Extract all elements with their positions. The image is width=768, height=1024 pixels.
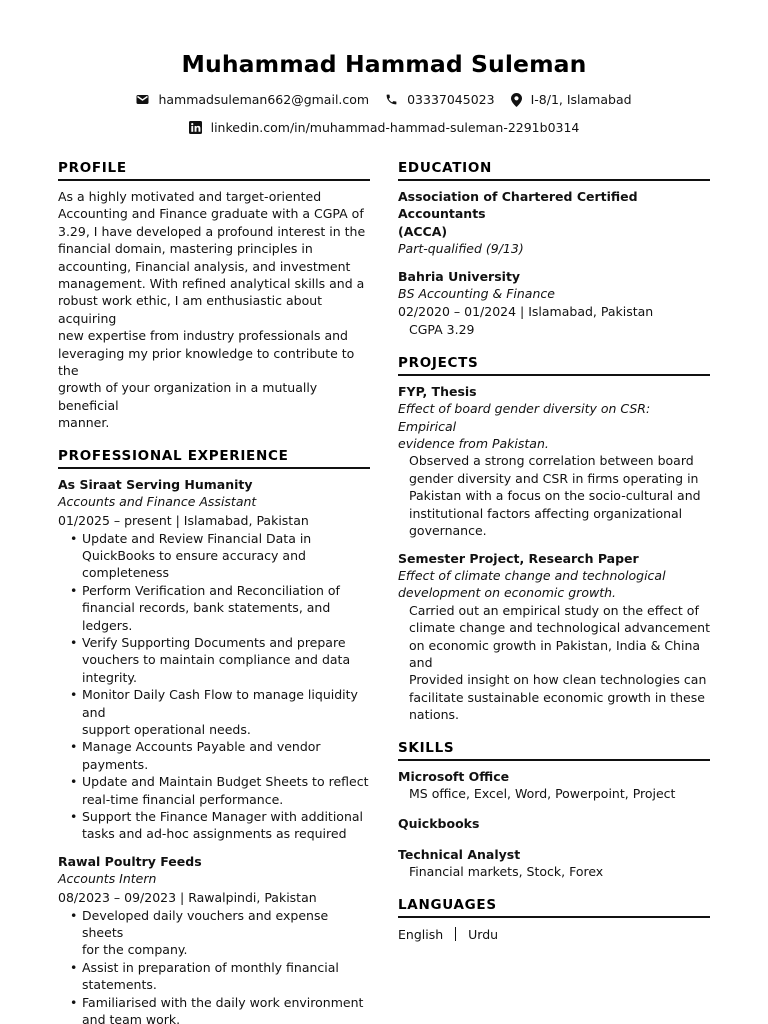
- profile-text: [58, 188, 370, 432]
- experience-heading: PROFESSIONAL EXPERIENCE: [58, 448, 370, 469]
- skills-section: [398, 740, 710, 881]
- bullet-line: financial records, bank statements, and ledgers.: [82, 600, 331, 633]
- project-name: Semester Project, Research Paper: [398, 550, 639, 566]
- language-list: [398, 925, 710, 942]
- linkedin-row: [0, 120, 768, 135]
- project-subtitle: evidence from Pakistan.: [398, 436, 549, 452]
- bullet-line: payments.: [82, 756, 149, 772]
- project-subtitle: Effect of board gender diversity on CSR: Empirical: [398, 401, 651, 434]
- experience-section: [58, 448, 370, 1024]
- phone-item[interactable]: [385, 92, 494, 107]
- skill-detail: Financial markets, Stock, Forex: [409, 864, 604, 880]
- job-entry: [58, 476, 370, 843]
- project-description: [398, 452, 710, 539]
- profile-line: management. With refined analytical skills and a: [58, 276, 365, 292]
- location-text: I-8/1, Islamabad: [530, 92, 632, 107]
- institution-name: Bahria University: [398, 268, 521, 284]
- skill-item: [398, 846, 710, 881]
- bullet-line: • Support the Finance Manager with additional: [82, 809, 364, 824]
- profile-line: 3.29, I have developed a profound interest in the: [58, 223, 366, 239]
- bullet-line: vouchers to maintain compliance and data: [82, 652, 351, 668]
- project-entry: [398, 383, 710, 540]
- desc-line: Pakistan with a focus on the socio-cultural and: [409, 488, 701, 504]
- project-name: FYP, Thesis: [398, 383, 477, 399]
- job-bullets: [58, 530, 370, 843]
- bullet-item: [58, 808, 370, 843]
- profile-line: manner.: [58, 415, 110, 431]
- education-section: [398, 160, 710, 339]
- skill-item: [398, 768, 710, 803]
- bullet-line: • Update and Maintain Budget Sheets to reflect: [82, 774, 369, 790]
- envelope-icon: [136, 94, 149, 105]
- desc-line: climate change and technological advancement: [409, 620, 710, 636]
- job-role: Accounts Intern: [58, 871, 157, 887]
- project-subtitle: Effect of climate change and technological: [398, 567, 666, 583]
- profile-section: [58, 160, 370, 432]
- linkedin-icon: [189, 121, 202, 134]
- bullet-line: • Manage Accounts Payable and vendor: [82, 739, 321, 755]
- degree: BS Accounting & Finance: [398, 286, 555, 302]
- bullet-item: [58, 773, 370, 808]
- location-pin-icon: [511, 93, 522, 107]
- cgpa: CGPA 3.29: [409, 322, 475, 338]
- bullet-line: QuickBooks to ensure accuracy and: [82, 547, 306, 563]
- bullet-line: • Developed daily vouchers and expense sheets: [82, 907, 329, 941]
- projects-heading: PROJECTS: [398, 355, 710, 376]
- project-entry: [398, 550, 710, 724]
- desc-line: gender diversity and CSR in firms operating in: [409, 470, 699, 486]
- bullet-item: [58, 530, 370, 582]
- company-name: As Siraat Serving Humanity: [58, 476, 253, 492]
- bullet-line: real-time financial performance.: [82, 791, 284, 807]
- bullet-line: support operational needs.: [82, 721, 251, 737]
- left-column: [58, 160, 370, 1024]
- desc-line: nations.: [409, 707, 460, 723]
- education-heading: EDUCATION: [398, 160, 710, 181]
- bullet-line: for the company.: [82, 942, 188, 958]
- company-name: Rawal Poultry Feeds: [58, 853, 202, 869]
- phone-text: 03337045023: [407, 92, 495, 107]
- skill-item: [398, 815, 710, 832]
- email-item[interactable]: [136, 92, 369, 107]
- bullet-line: completeness: [82, 565, 170, 581]
- bullet-line: and team work.: [82, 1012, 181, 1024]
- bullet-line: • Verify Supporting Documents and prepare: [82, 634, 346, 650]
- education-dates-location: 02/2020 – 01/2024 | Islamabad, Pakistan: [398, 304, 654, 320]
- project-subtitle: development on economic growth.: [398, 585, 616, 601]
- bullet-item: [58, 686, 370, 738]
- linkedin-text: linkedin.com/in/muhammad-hammad-suleman-2291b0314: [210, 120, 580, 135]
- profile-line: accounting, Financial analysis, and investment: [58, 258, 351, 274]
- profile-line: growth of your organization in a mutually beneficial: [58, 380, 318, 413]
- education-entry: [398, 268, 710, 339]
- bullet-line: • Assist in preparation of monthly financial: [82, 959, 339, 975]
- job-entry: [58, 853, 370, 1024]
- skill-name: Quickbooks: [398, 816, 480, 832]
- desc-line: facilitate sustainable economic growth in these: [409, 689, 705, 705]
- bullet-line: • Update and Review Financial Data in: [82, 530, 312, 546]
- skill-name: Technical Analyst: [398, 846, 521, 862]
- projects-section: [398, 355, 710, 724]
- bullet-line: integrity.: [82, 669, 138, 685]
- profile-line: leveraging my prior knowledge to contribute to the: [58, 345, 355, 379]
- desc-line: Observed a strong correlation between board: [409, 453, 694, 469]
- institution-name: Association of Chartered Certified Accountants: [398, 189, 638, 222]
- desc-line: Provided insight on how clean technologies can: [409, 672, 707, 688]
- bullet-line: • Monitor Daily Cash Flow to manage liquidity and: [82, 687, 358, 720]
- job-bullets: [58, 907, 370, 1024]
- project-description: [398, 602, 710, 724]
- bullet-line: • Familiarised with the daily work environment: [82, 994, 364, 1010]
- job-dates-location: 08/2023 – 09/2023 | Rawalpindi, Pakistan: [58, 889, 317, 905]
- bullet-item: [58, 738, 370, 773]
- right-column: [398, 160, 710, 958]
- desc-line: institutional factors affecting organizational: [409, 505, 683, 521]
- profile-line: robust work ethic, I am enthusiastic about acquiring: [58, 293, 323, 326]
- desc-line: Carried out an empirical study on the effect of: [409, 602, 699, 618]
- languages-section: [398, 897, 710, 942]
- skill-name: Microsoft Office: [398, 768, 510, 784]
- skill-detail: MS office, Excel, Word, Powerpoint, Project: [409, 785, 676, 801]
- bullet-line: • Perform Verification and Reconciliation of: [82, 582, 340, 598]
- email-text: hammadsuleman662@gmail.com: [158, 92, 370, 107]
- languages-heading: LANGUAGES: [398, 897, 710, 918]
- linkedin-item[interactable]: [189, 120, 580, 135]
- location-item: [511, 92, 632, 107]
- bullet-item: [58, 907, 370, 959]
- phone-icon: [385, 93, 398, 106]
- desc-line: governance.: [409, 523, 487, 539]
- skills-heading: SKILLS: [398, 740, 710, 761]
- bullet-item: [58, 994, 370, 1024]
- contact-row: [0, 92, 768, 107]
- institution-name: (ACCA): [398, 223, 448, 239]
- bullet-line: statements.: [82, 977, 157, 993]
- job-role: Accounts and Finance Assistant: [58, 494, 257, 510]
- language-item: English: [398, 926, 444, 942]
- education-entry: [398, 188, 710, 258]
- profile-line: Accounting and Finance graduate with a CGPA of: [58, 206, 364, 222]
- profile-line: financial domain, mastering principles in: [58, 241, 313, 257]
- profile-line: As a highly motivated and target-oriented: [58, 189, 322, 204]
- qualification: Part-qualified (9/13): [398, 241, 524, 257]
- desc-line: on economic growth in Pakistan, India & China and: [409, 637, 701, 670]
- profile-line: new expertise from industry professionals and: [58, 328, 348, 344]
- bullet-item: [58, 634, 370, 686]
- bullet-item: [58, 959, 370, 994]
- profile-heading: PROFILE: [58, 160, 370, 181]
- bullet-item: [58, 582, 370, 634]
- candidate-name: Muhammad Hammad Suleman: [181, 50, 587, 78]
- bullet-line: tasks and ad-hoc assignments as required: [82, 826, 347, 842]
- language-separator: [455, 927, 456, 941]
- language-item: Urdu: [468, 926, 499, 942]
- job-dates-location: 01/2025 – present | Islamabad, Pakistan: [58, 512, 309, 528]
